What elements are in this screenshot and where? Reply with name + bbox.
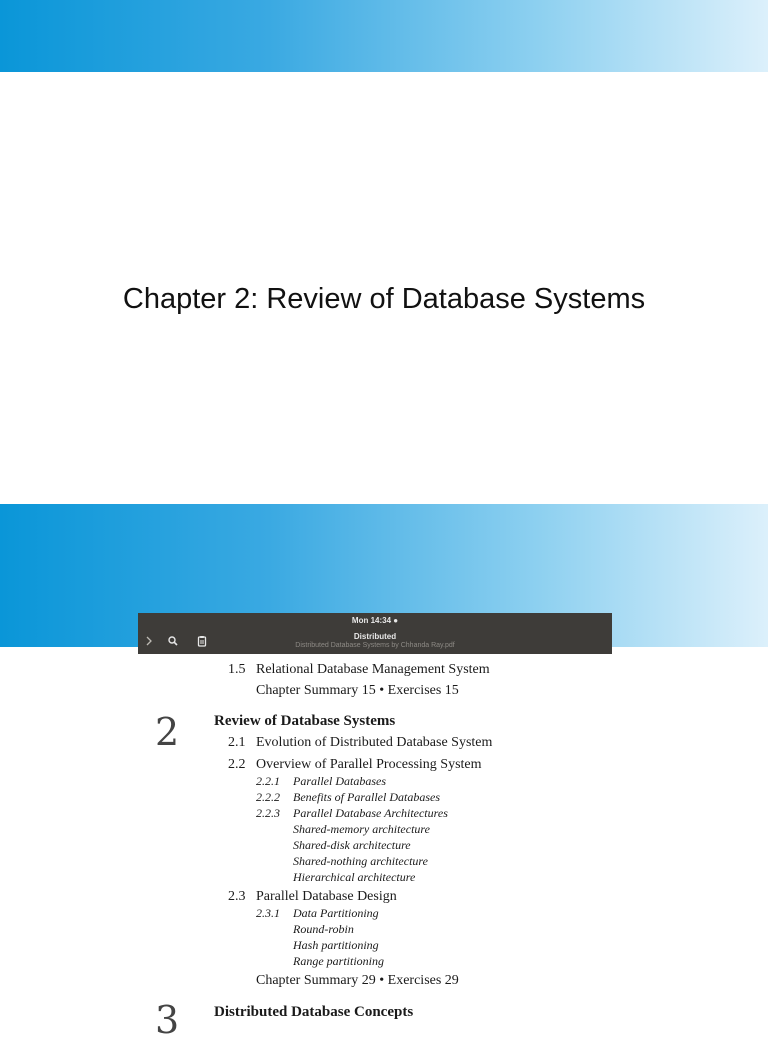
subsection-title: Data Partitioning [293,906,379,920]
section-title: Overview of Parallel Processing System [256,757,482,772]
chapter-number: 3 [155,998,180,1042]
chevron-right-icon[interactable] [142,634,156,648]
subsection-number: 2.2.1 [256,774,280,788]
toc-subsection-2-3-1[interactable] [256,906,379,921]
document-filename: Distributed Database Systems by Chhanda Ray.pdf [295,642,455,649]
section-number: 2.1 [228,735,246,750]
toc-item-shared-disk[interactable]: Shared-disk architecture [293,838,411,852]
toc-section-2-2[interactable] [228,757,482,773]
chapter2-summary: Chapter Summary 29 • Exercises 29 [256,973,459,988]
chapter-number: 2 [155,710,180,754]
toc-subsection-2-2-1[interactable] [256,774,386,789]
subsection-title: Parallel Databases [293,774,386,788]
top-banner [0,0,768,72]
section-title: Parallel Database Design [256,889,397,904]
pdf-viewer-header [138,613,612,654]
toc-item-hierarchical[interactable]: Hierarchical architecture [293,870,416,884]
section-title: Relational Database Management System [256,662,490,677]
toc-subsection-2-2-3[interactable] [256,806,448,821]
toc-subsection-2-2-2[interactable] [256,790,440,805]
chapter1-summary: Chapter Summary 15 • Exercises 15 [256,683,459,698]
slide-title: Chapter 2: Review of Database Systems [122,283,646,315]
toc-item-shared-nothing[interactable]: Shared-nothing architecture [293,854,428,868]
subsection-title: Benefits of Parallel Databases [293,790,440,804]
subsection-number: 2.2.3 [256,806,280,820]
toc-item-hash-partitioning[interactable]: Hash partitioning [293,938,379,952]
chapter-title[interactable]: Distributed Database Concepts [214,1004,414,1020]
chapter-title[interactable]: Review of Database Systems [214,713,396,729]
section-title: Evolution of Distributed Database System [256,735,493,750]
search-icon[interactable] [166,634,180,648]
clipboard-icon[interactable] [195,634,209,648]
system-clock[interactable]: Mon 14:34 ● [351,616,399,625]
toc-item-range-partitioning[interactable]: Range partitioning [293,954,384,968]
subsection-title: Parallel Database Architectures [293,806,448,820]
document-title: Distributed [353,632,397,641]
section-number: 2.2 [228,757,246,772]
section-number: 1.5 [228,662,246,677]
subsection-number: 2.2.2 [256,790,280,804]
subsection-number: 2.3.1 [256,906,280,920]
toc-item-round-robin[interactable]: Round-robin [293,922,354,936]
section-number: 2.3 [228,889,246,904]
toc-section-2-3[interactable] [228,889,397,905]
toc-item-shared-memory[interactable]: Shared-memory architecture [293,822,430,836]
toc-section-2-1[interactable] [228,735,493,751]
toc-section-1-5[interactable] [228,662,490,678]
